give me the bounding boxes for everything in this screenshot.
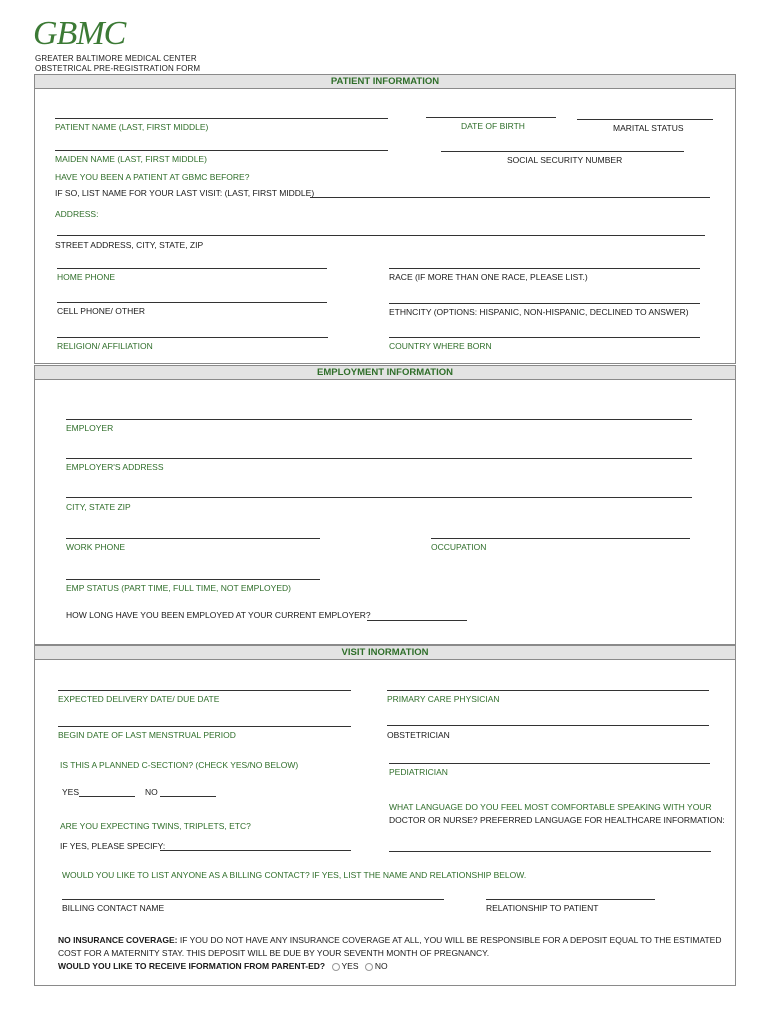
- emp-status-field[interactable]: [66, 579, 320, 580]
- form-title: OBSTETRICAL PRE-REGISTRATION FORM: [35, 64, 201, 73]
- ssn-label: SOCIAL SECURITY NUMBER: [507, 155, 623, 165]
- occupation-field[interactable]: [431, 538, 690, 539]
- parent-ed-yes-radio[interactable]: [332, 963, 340, 971]
- parent-ed-yes-label: YES: [341, 961, 359, 971]
- home-phone-label: HOME PHONE: [57, 272, 116, 282]
- due-date-field[interactable]: [58, 690, 351, 691]
- pcp-label: PRIMARY CARE PHYSICIAN: [387, 694, 500, 704]
- insurance-title: NO INSURANCE COVERAGE:: [58, 935, 178, 945]
- address-label: ADDRESS:: [55, 209, 99, 219]
- race-label: RACE (IF MORE THAN ONE RACE, PLEASE LIST.): [389, 272, 588, 282]
- parent-ed-no-label: NO: [374, 961, 388, 971]
- lmp-field[interactable]: [58, 726, 351, 727]
- insurance-text-1: IF YOU DO NOT HAVE ANY INSURANCE COVERAGE AT ALL, YOU WILL BE RESPONSIBLE FOR A DEPOSIT EQUAL TO THE ESTIMATED: [177, 935, 722, 945]
- obstetrician-label: OBSTETRICIAN: [387, 730, 450, 740]
- pediatrician-label: PEDIATRICIAN: [389, 767, 448, 777]
- obstetrician-field[interactable]: [387, 725, 709, 726]
- csection-no-field[interactable]: [160, 796, 216, 797]
- been-patient-label: HAVE YOU BEEN A PATIENT AT GBMC BEFORE?: [55, 172, 250, 182]
- religion-field[interactable]: [57, 337, 328, 338]
- religion-label: RELIGION/ AFFILIATION: [57, 341, 153, 351]
- parent-ed-question: WOULD YOU LIKE TO RECEIVE IFORMATION FROM PARENT-ED?: [58, 961, 326, 971]
- employer-field[interactable]: [66, 419, 692, 420]
- parent-ed-line: [58, 960, 388, 973]
- race-field[interactable]: [389, 268, 700, 269]
- employment-section: [34, 365, 736, 645]
- csection-label: IS THIS A PLANNED C-SECTION? (CHECK YES/NO BELOW): [60, 760, 299, 770]
- due-date-label: EXPECTED DELIVERY DATE/ DUE DATE: [58, 694, 220, 704]
- insurance-line-1: [58, 934, 721, 947]
- marital-status-label: MARITAL STATUS: [613, 123, 684, 133]
- ethnicity-label: ETHNCITY (OPTIONS: HISPANIC, NON-HISPANIC, DECLINED TO ANSWER): [389, 307, 689, 317]
- employment-info-header: EMPLOYMENT INFORMATION: [34, 365, 736, 380]
- employer-address-label: EMPLOYER'S ADDRESS: [66, 462, 164, 472]
- billing-name-field[interactable]: [62, 899, 444, 900]
- dob-field[interactable]: [426, 117, 556, 118]
- employer-label: EMPLOYER: [66, 423, 114, 433]
- city-state-zip-label: CITY, STATE ZIP: [66, 502, 131, 512]
- ethnicity-field[interactable]: [389, 303, 700, 304]
- gbmc-logo: GBMC: [33, 15, 126, 52]
- language-label-1: WHAT LANGUAGE DO YOU FEEL MOST COMFORTABLE SPEAKING WITH YOUR: [389, 802, 712, 812]
- dob-label: DATE OF BIRTH: [461, 121, 525, 131]
- last-visit-field[interactable]: [310, 197, 710, 198]
- street-address-field[interactable]: [57, 235, 705, 236]
- last-visit-label: IF SO, LIST NAME FOR YOUR LAST VISIT: (LAST, FIRST MIDDLE): [55, 188, 315, 198]
- parent-ed-no-radio[interactable]: [365, 963, 373, 971]
- patient-name-label: PATIENT NAME (LAST, FIRST MIDDLE): [55, 122, 209, 132]
- marital-status-field[interactable]: [577, 119, 713, 120]
- pcp-field[interactable]: [387, 690, 709, 691]
- occupation-label: OCCUPATION: [431, 542, 487, 552]
- street-address-label: STREET ADDRESS, CITY, STATE, ZIP: [55, 240, 204, 250]
- patient-info-header: PATIENT INFORMATION: [34, 74, 736, 89]
- relationship-field[interactable]: [486, 899, 655, 900]
- specify-field[interactable]: [160, 850, 351, 851]
- language-field[interactable]: [389, 851, 711, 852]
- csection-yes-label: YES: [62, 787, 80, 797]
- specify-label: IF YES, PLEASE SPECIFY:: [60, 841, 166, 851]
- billing-name-label: BILLING CONTACT NAME: [62, 903, 165, 913]
- relationship-label: RELATIONSHIP TO PATIENT: [486, 903, 599, 913]
- maiden-name-field[interactable]: [55, 150, 388, 151]
- city-state-zip-field[interactable]: [66, 497, 692, 498]
- work-phone-field[interactable]: [66, 538, 320, 539]
- pediatrician-field[interactable]: [389, 763, 710, 764]
- country-field[interactable]: [389, 337, 700, 338]
- insurance-line-2: COST FOR A MATERNITY STAY. THIS DEPOSIT WILL BE DUE BY YOUR SEVENTH MONTH OF PREGNANCY.: [58, 948, 490, 958]
- language-label-2: DOCTOR OR NURSE? PREFERRED LANGUAGE FOR HEALTHCARE INFORMATION:: [389, 815, 725, 825]
- csection-yes-field[interactable]: [79, 796, 135, 797]
- csection-no-label: NO: [145, 787, 158, 797]
- home-phone-field[interactable]: [57, 268, 327, 269]
- org-name: GREATER BALTIMORE MEDICAL CENTER: [35, 54, 197, 63]
- how-long-label: HOW LONG HAVE YOU BEEN EMPLOYED AT YOUR CURRENT EMPLOYER?: [66, 610, 371, 620]
- visit-info-header: VISIT INORMATION: [34, 645, 736, 660]
- country-label: COUNTRY WHERE BORN: [389, 341, 492, 351]
- work-phone-label: WORK PHONE: [66, 542, 126, 552]
- cell-phone-label: CELL PHONE/ OTHER: [57, 306, 146, 316]
- billing-question: WOULD YOU LIKE TO LIST ANYONE AS A BILLING CONTACT? IF YES, LIST THE NAME AND RELATIONSHIP BELOW.: [62, 870, 527, 880]
- how-long-field[interactable]: [367, 620, 467, 621]
- cell-phone-field[interactable]: [57, 302, 327, 303]
- employer-address-field[interactable]: [66, 458, 692, 459]
- ssn-field[interactable]: [441, 151, 684, 152]
- emp-status-label: EMP STATUS (PART TIME, FULL TIME, NOT EMPLOYED): [66, 583, 291, 593]
- maiden-name-label: MAIDEN NAME (LAST, FIRST MIDDLE): [55, 154, 207, 164]
- lmp-label: BEGIN DATE OF LAST MENSTRUAL PERIOD: [58, 730, 236, 740]
- twins-label: ARE YOU EXPECTING TWINS, TRIPLETS, ETC?: [60, 821, 251, 831]
- patient-name-field[interactable]: [55, 118, 388, 119]
